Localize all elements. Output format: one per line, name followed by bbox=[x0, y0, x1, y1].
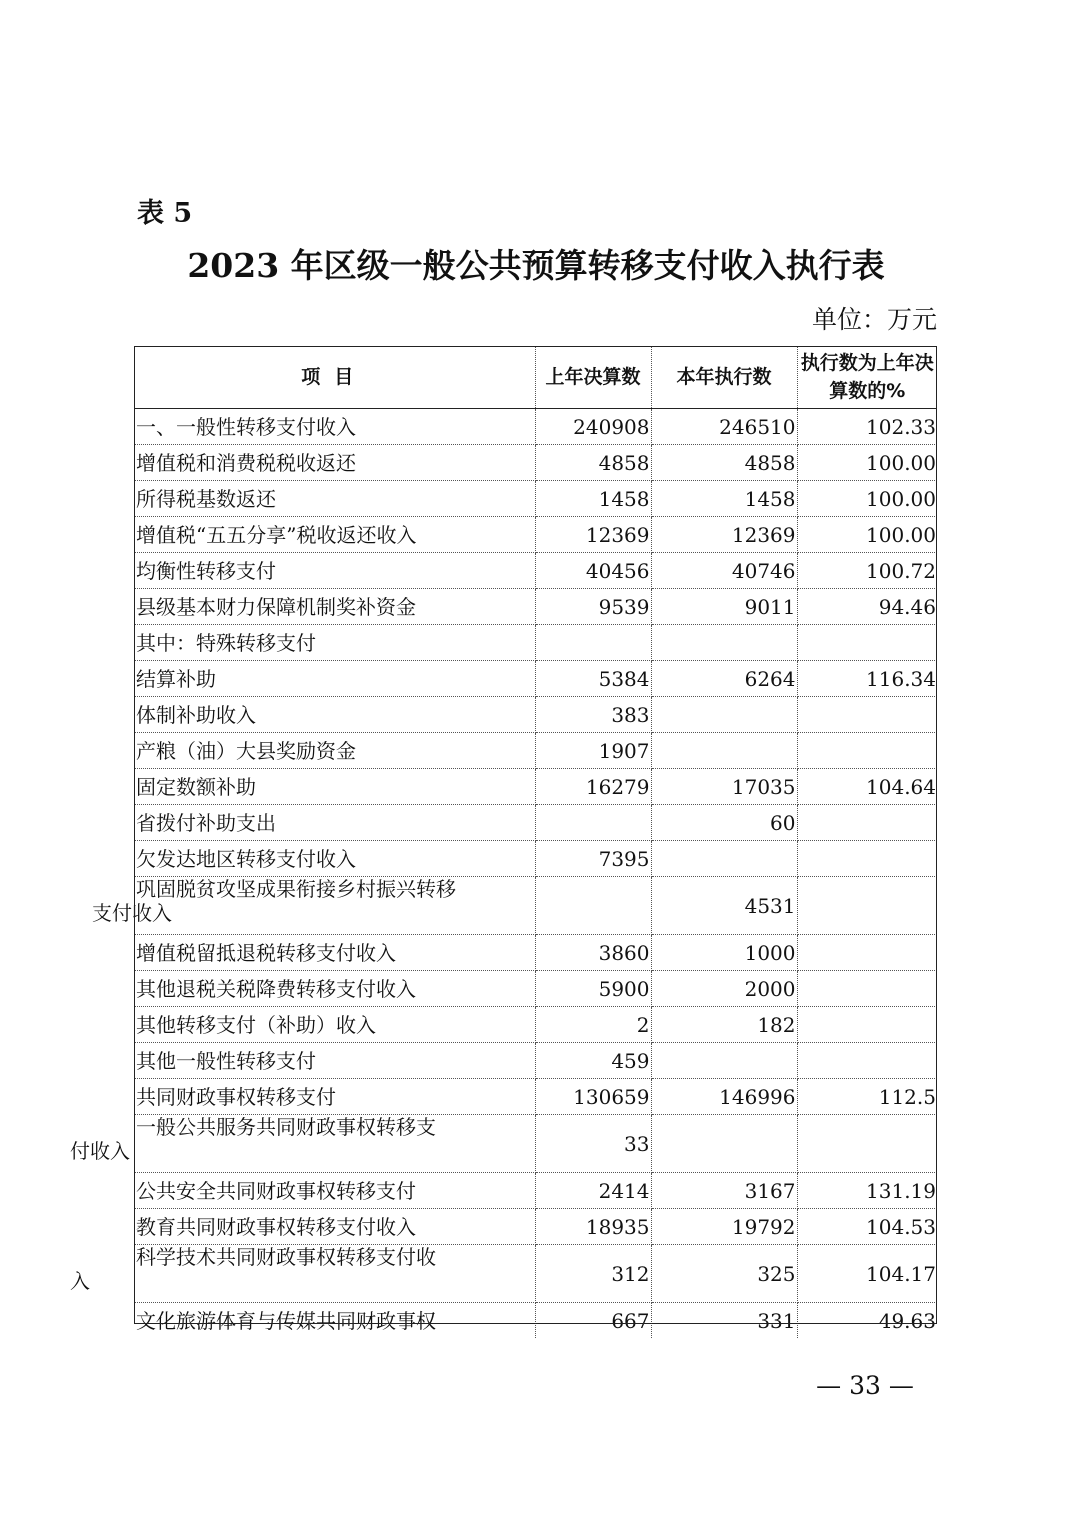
row-item-line1: 科学技术共同财政事权转移支付收 bbox=[136, 1245, 436, 1269]
row-item: 增值税“五五分享”税收返还收入 bbox=[134, 517, 535, 553]
row-prev: 4858 bbox=[535, 445, 651, 481]
row-item: 其他转移支付（补助）收入 bbox=[134, 1007, 535, 1043]
row-pct bbox=[797, 697, 937, 733]
row-curr: 6264 bbox=[651, 661, 797, 697]
row-item: 体制补助收入 bbox=[134, 697, 535, 733]
table-row bbox=[134, 1043, 937, 1079]
row-curr: 17035 bbox=[651, 769, 797, 805]
row-item-line2: 支付收入 bbox=[92, 901, 172, 925]
row-prev bbox=[535, 625, 651, 661]
row-curr: 146996 bbox=[651, 1079, 797, 1115]
unit-label: 单位：万元 bbox=[811, 305, 937, 334]
row-prev: 18935 bbox=[535, 1209, 651, 1245]
row-prev: 312 bbox=[535, 1245, 651, 1303]
header-item: 项目 bbox=[134, 346, 535, 409]
table-row bbox=[134, 589, 937, 625]
row-item: 共同财政事权转移支付 bbox=[134, 1079, 535, 1115]
row-prev: 240908 bbox=[535, 409, 651, 445]
row-curr: 60 bbox=[651, 805, 797, 841]
row-pct: 102.33 bbox=[797, 409, 937, 445]
row-curr bbox=[651, 733, 797, 769]
document-title: 2023 年区级一般公共预算转移支付收入执行表 bbox=[187, 246, 885, 285]
row-curr: 331 bbox=[651, 1303, 797, 1339]
row-curr bbox=[651, 1115, 797, 1173]
row-pct: 116.34 bbox=[797, 661, 937, 697]
table-row bbox=[134, 625, 937, 661]
row-prev: 2414 bbox=[535, 1173, 651, 1209]
row-curr bbox=[651, 1043, 797, 1079]
header-prev-final: 上年决算数 bbox=[535, 346, 651, 409]
table-row bbox=[134, 877, 937, 935]
row-item: 产粮（油）大县奖励资金 bbox=[134, 733, 535, 769]
row-item bbox=[92, 877, 535, 935]
row-item: 教育共同财政事权转移支付收入 bbox=[134, 1209, 535, 1245]
row-prev bbox=[535, 805, 651, 841]
header-exec-ratio: 执行数为上年决算数的% bbox=[797, 346, 937, 409]
row-item: 固定数额补助 bbox=[134, 769, 535, 805]
row-item-line1: 一般公共服务共同财政事权转移支 bbox=[136, 1115, 436, 1139]
row-pct: 94.46 bbox=[797, 589, 937, 625]
row-curr: 12369 bbox=[651, 517, 797, 553]
row-item: 结算补助 bbox=[134, 661, 535, 697]
table-row bbox=[134, 517, 937, 553]
header-current-exec: 本年执行数 bbox=[651, 346, 797, 409]
row-pct bbox=[797, 733, 937, 769]
row-prev: 5900 bbox=[535, 971, 651, 1007]
row-curr: 1000 bbox=[651, 935, 797, 971]
table-row bbox=[134, 481, 937, 517]
row-curr: 4858 bbox=[651, 445, 797, 481]
table-row bbox=[134, 697, 937, 733]
row-curr: 1458 bbox=[651, 481, 797, 517]
row-item: 其他一般性转移支付 bbox=[134, 1043, 535, 1079]
row-prev: 7395 bbox=[535, 841, 651, 877]
row-curr: 325 bbox=[651, 1245, 797, 1303]
table-row bbox=[134, 733, 937, 769]
row-prev: 2 bbox=[535, 1007, 651, 1043]
table-row bbox=[134, 661, 937, 697]
row-curr: 19792 bbox=[651, 1209, 797, 1245]
row-pct: 49.63 bbox=[878, 1308, 936, 1333]
table-row bbox=[134, 553, 937, 589]
row-item: 欠发达地区转移支付收入 bbox=[134, 841, 535, 877]
table-number-label: 表 5 bbox=[137, 198, 193, 229]
row-prev: 12369 bbox=[535, 517, 651, 553]
row-pct: 131.19 bbox=[797, 1173, 937, 1209]
table-row bbox=[134, 841, 937, 877]
row-item-line2: 付收入 bbox=[70, 1139, 130, 1163]
transfer-payment-table bbox=[70, 346, 937, 1338]
row-pct bbox=[797, 971, 937, 1007]
row-prev: 1458 bbox=[535, 481, 651, 517]
row-pct bbox=[797, 1043, 937, 1079]
row-pct: 104.53 bbox=[797, 1209, 937, 1245]
row-pct: 100.00 bbox=[797, 481, 937, 517]
row-pct bbox=[797, 877, 937, 935]
page-number: — 33 — bbox=[816, 1371, 914, 1400]
row-prev: 3860 bbox=[535, 935, 651, 971]
table-row bbox=[134, 935, 937, 971]
row-curr: 3167 bbox=[651, 1173, 797, 1209]
row-pct bbox=[797, 625, 937, 661]
row-item bbox=[70, 1245, 535, 1303]
row-prev: 16279 bbox=[535, 769, 651, 805]
row-prev: 1907 bbox=[535, 733, 651, 769]
row-curr: 246510 bbox=[651, 409, 797, 445]
table-row bbox=[134, 805, 937, 841]
row-prev: 130659 bbox=[535, 1079, 651, 1115]
row-pct bbox=[797, 841, 937, 877]
row-item: 公共安全共同财政事权转移支付 bbox=[134, 1173, 535, 1209]
table-row bbox=[134, 1115, 937, 1173]
row-prev: 383 bbox=[535, 697, 651, 733]
row-item: 县级基本财力保障机制奖补资金 bbox=[134, 589, 535, 625]
row-pct: 100.72 bbox=[797, 553, 937, 589]
row-item-line1: 巩固脱贫攻坚成果衔接乡村振兴转移 bbox=[136, 877, 456, 901]
row-pct bbox=[797, 1007, 937, 1043]
row-pct bbox=[797, 935, 937, 971]
row-item: 均衡性转移支付 bbox=[134, 553, 535, 589]
row-item bbox=[70, 1115, 535, 1173]
row-pct: 100.00 bbox=[797, 517, 937, 553]
row-pct: 104.64 bbox=[797, 769, 937, 805]
row-pct: 104.17 bbox=[797, 1245, 937, 1303]
row-item: 其中：特殊转移支付 bbox=[134, 625, 535, 661]
row-item: 所得税基数返还 bbox=[134, 481, 535, 517]
row-pct: 112.5 bbox=[797, 1079, 937, 1115]
row-curr: 2000 bbox=[651, 971, 797, 1007]
row-curr: 40746 bbox=[651, 553, 797, 589]
table-row bbox=[134, 971, 937, 1007]
table-row bbox=[134, 769, 937, 805]
row-curr bbox=[651, 697, 797, 733]
row-prev: 9539 bbox=[535, 589, 651, 625]
row-item: 增值税和消费税税收返还 bbox=[134, 445, 535, 481]
row-pct bbox=[797, 1115, 937, 1173]
row-pct bbox=[797, 805, 937, 841]
row-prev: 459 bbox=[535, 1043, 651, 1079]
table-header-row bbox=[134, 346, 937, 409]
row-curr bbox=[651, 841, 797, 877]
row-item: 一、一般性转移支付收入 bbox=[134, 409, 535, 445]
row-item: 增值税留抵退税转移支付收入 bbox=[134, 935, 535, 971]
table-row bbox=[134, 1245, 937, 1303]
row-item: 其他退税关税降费转移支付收入 bbox=[134, 971, 535, 1007]
table-row bbox=[134, 1303, 937, 1339]
table-row bbox=[134, 409, 937, 445]
row-curr: 182 bbox=[651, 1007, 797, 1043]
row-item-line2: 入 bbox=[70, 1269, 90, 1293]
table-row bbox=[134, 1209, 937, 1245]
row-curr bbox=[651, 625, 797, 661]
row-prev: 40456 bbox=[535, 553, 651, 589]
row-prev: 33 bbox=[535, 1115, 651, 1173]
row-item: 文化旅游体育与传媒共同财政事权 bbox=[134, 1303, 535, 1339]
row-prev: 5384 bbox=[535, 661, 651, 697]
row-pct: 100.00 bbox=[797, 445, 937, 481]
row-item: 省拨付补助支出 bbox=[134, 805, 535, 841]
row-curr: 9011 bbox=[651, 589, 797, 625]
table-row bbox=[134, 1079, 937, 1115]
table-row bbox=[134, 1173, 937, 1209]
table-row bbox=[134, 1007, 937, 1043]
row-curr: 4531 bbox=[651, 877, 797, 935]
table-row bbox=[134, 445, 937, 481]
row-prev: 667 bbox=[535, 1303, 651, 1339]
row-prev bbox=[535, 877, 651, 935]
